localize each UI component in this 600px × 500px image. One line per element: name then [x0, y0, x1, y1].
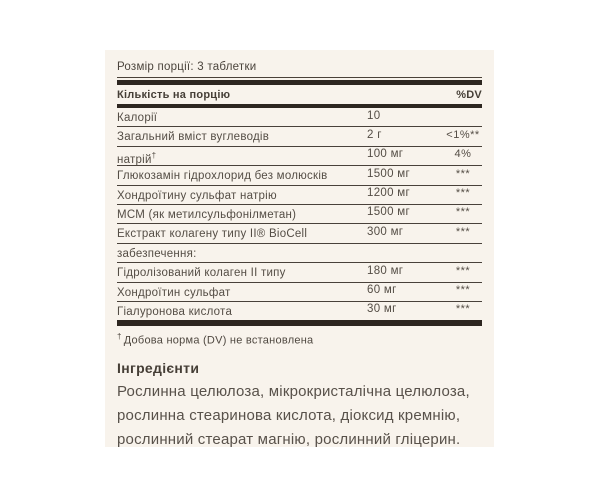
table-row [117, 244, 482, 263]
nutrient-amount: 1500 мг [367, 206, 410, 219]
facts-table [117, 108, 482, 320]
dv-footnote [117, 326, 482, 347]
footnote-symbol: † [117, 332, 122, 342]
ingredients-text: Рослинна целюлоза, мікрокристалічна целюлоза, рослинна стеаринова кислота, діоксид кремнію, рослинний стеарат магнію, рослинний гліцерин. [117, 382, 470, 447]
nutrient-amount: 2 г [367, 128, 382, 141]
nutrient-amount: 60 мг [367, 284, 397, 297]
table-row [117, 224, 482, 243]
nutrient-name: забезпечення: [117, 247, 197, 260]
divider-thin [117, 77, 482, 78]
table-row [117, 147, 482, 166]
nutrient-name: Гіалуронова кислота [117, 305, 233, 318]
nutrient-dv: *** [455, 187, 471, 200]
nutrient-amount: 100 мг [367, 148, 404, 161]
nutrient-dv: *** [455, 303, 471, 316]
nutrient-dv: <1%** [446, 128, 480, 141]
table-row [117, 186, 482, 205]
nutrient-name: Хондроїтин сульфат [117, 286, 231, 299]
dv-header: %DV [456, 89, 482, 101]
facts-table-header [117, 85, 482, 104]
nutrient-name: Хондроїтину сульфат натрію [117, 189, 277, 202]
nutrient-name: натрій† [117, 150, 157, 166]
nutrient-name: Глюкозамін гідрохлорид без молюсків [117, 170, 328, 183]
table-row [117, 205, 482, 224]
table-row [117, 127, 482, 146]
nutrient-amount: 30 мг [367, 303, 397, 316]
nutrient-name: Гідролізований колаген II типу [117, 267, 286, 280]
nutrient-dv: *** [455, 284, 471, 297]
nutrient-amount: 1500 мг [367, 167, 410, 180]
table-row [117, 263, 482, 282]
nutrient-amount: 10 [367, 109, 381, 122]
nutrient-name: Загальний вміст вуглеводів [117, 131, 270, 144]
nutrient-amount: 300 мг [367, 225, 404, 238]
serving-size: Розмір порції: 3 таблетки [117, 61, 257, 73]
nutrient-dv: *** [455, 225, 471, 238]
table-row [117, 283, 482, 302]
table-row [117, 302, 482, 320]
nutrient-amount: 180 мг [367, 264, 404, 277]
table-row [117, 166, 482, 185]
nutrient-dv: *** [455, 206, 471, 219]
amount-per-serving-header: Кількість на порцію [117, 89, 231, 101]
nutrient-name: Екстракт колагену типу II® BioCell [117, 228, 308, 241]
nutrient-dv: *** [455, 167, 471, 180]
nutrient-dv: 4% [454, 148, 472, 161]
table-row [117, 108, 482, 127]
nutrient-amount: 1200 мг [367, 187, 410, 200]
ingredients-heading: Інгредієнти [117, 359, 200, 376]
nutrient-name: МСМ (як метилсульфонілметан) [117, 208, 297, 221]
footnote-text: Добова норма (DV) не встановлена [123, 334, 314, 347]
nutrient-name: Калорії [117, 112, 158, 124]
nutrient-dv: *** [455, 264, 471, 277]
supplement-facts-panel [105, 50, 494, 447]
